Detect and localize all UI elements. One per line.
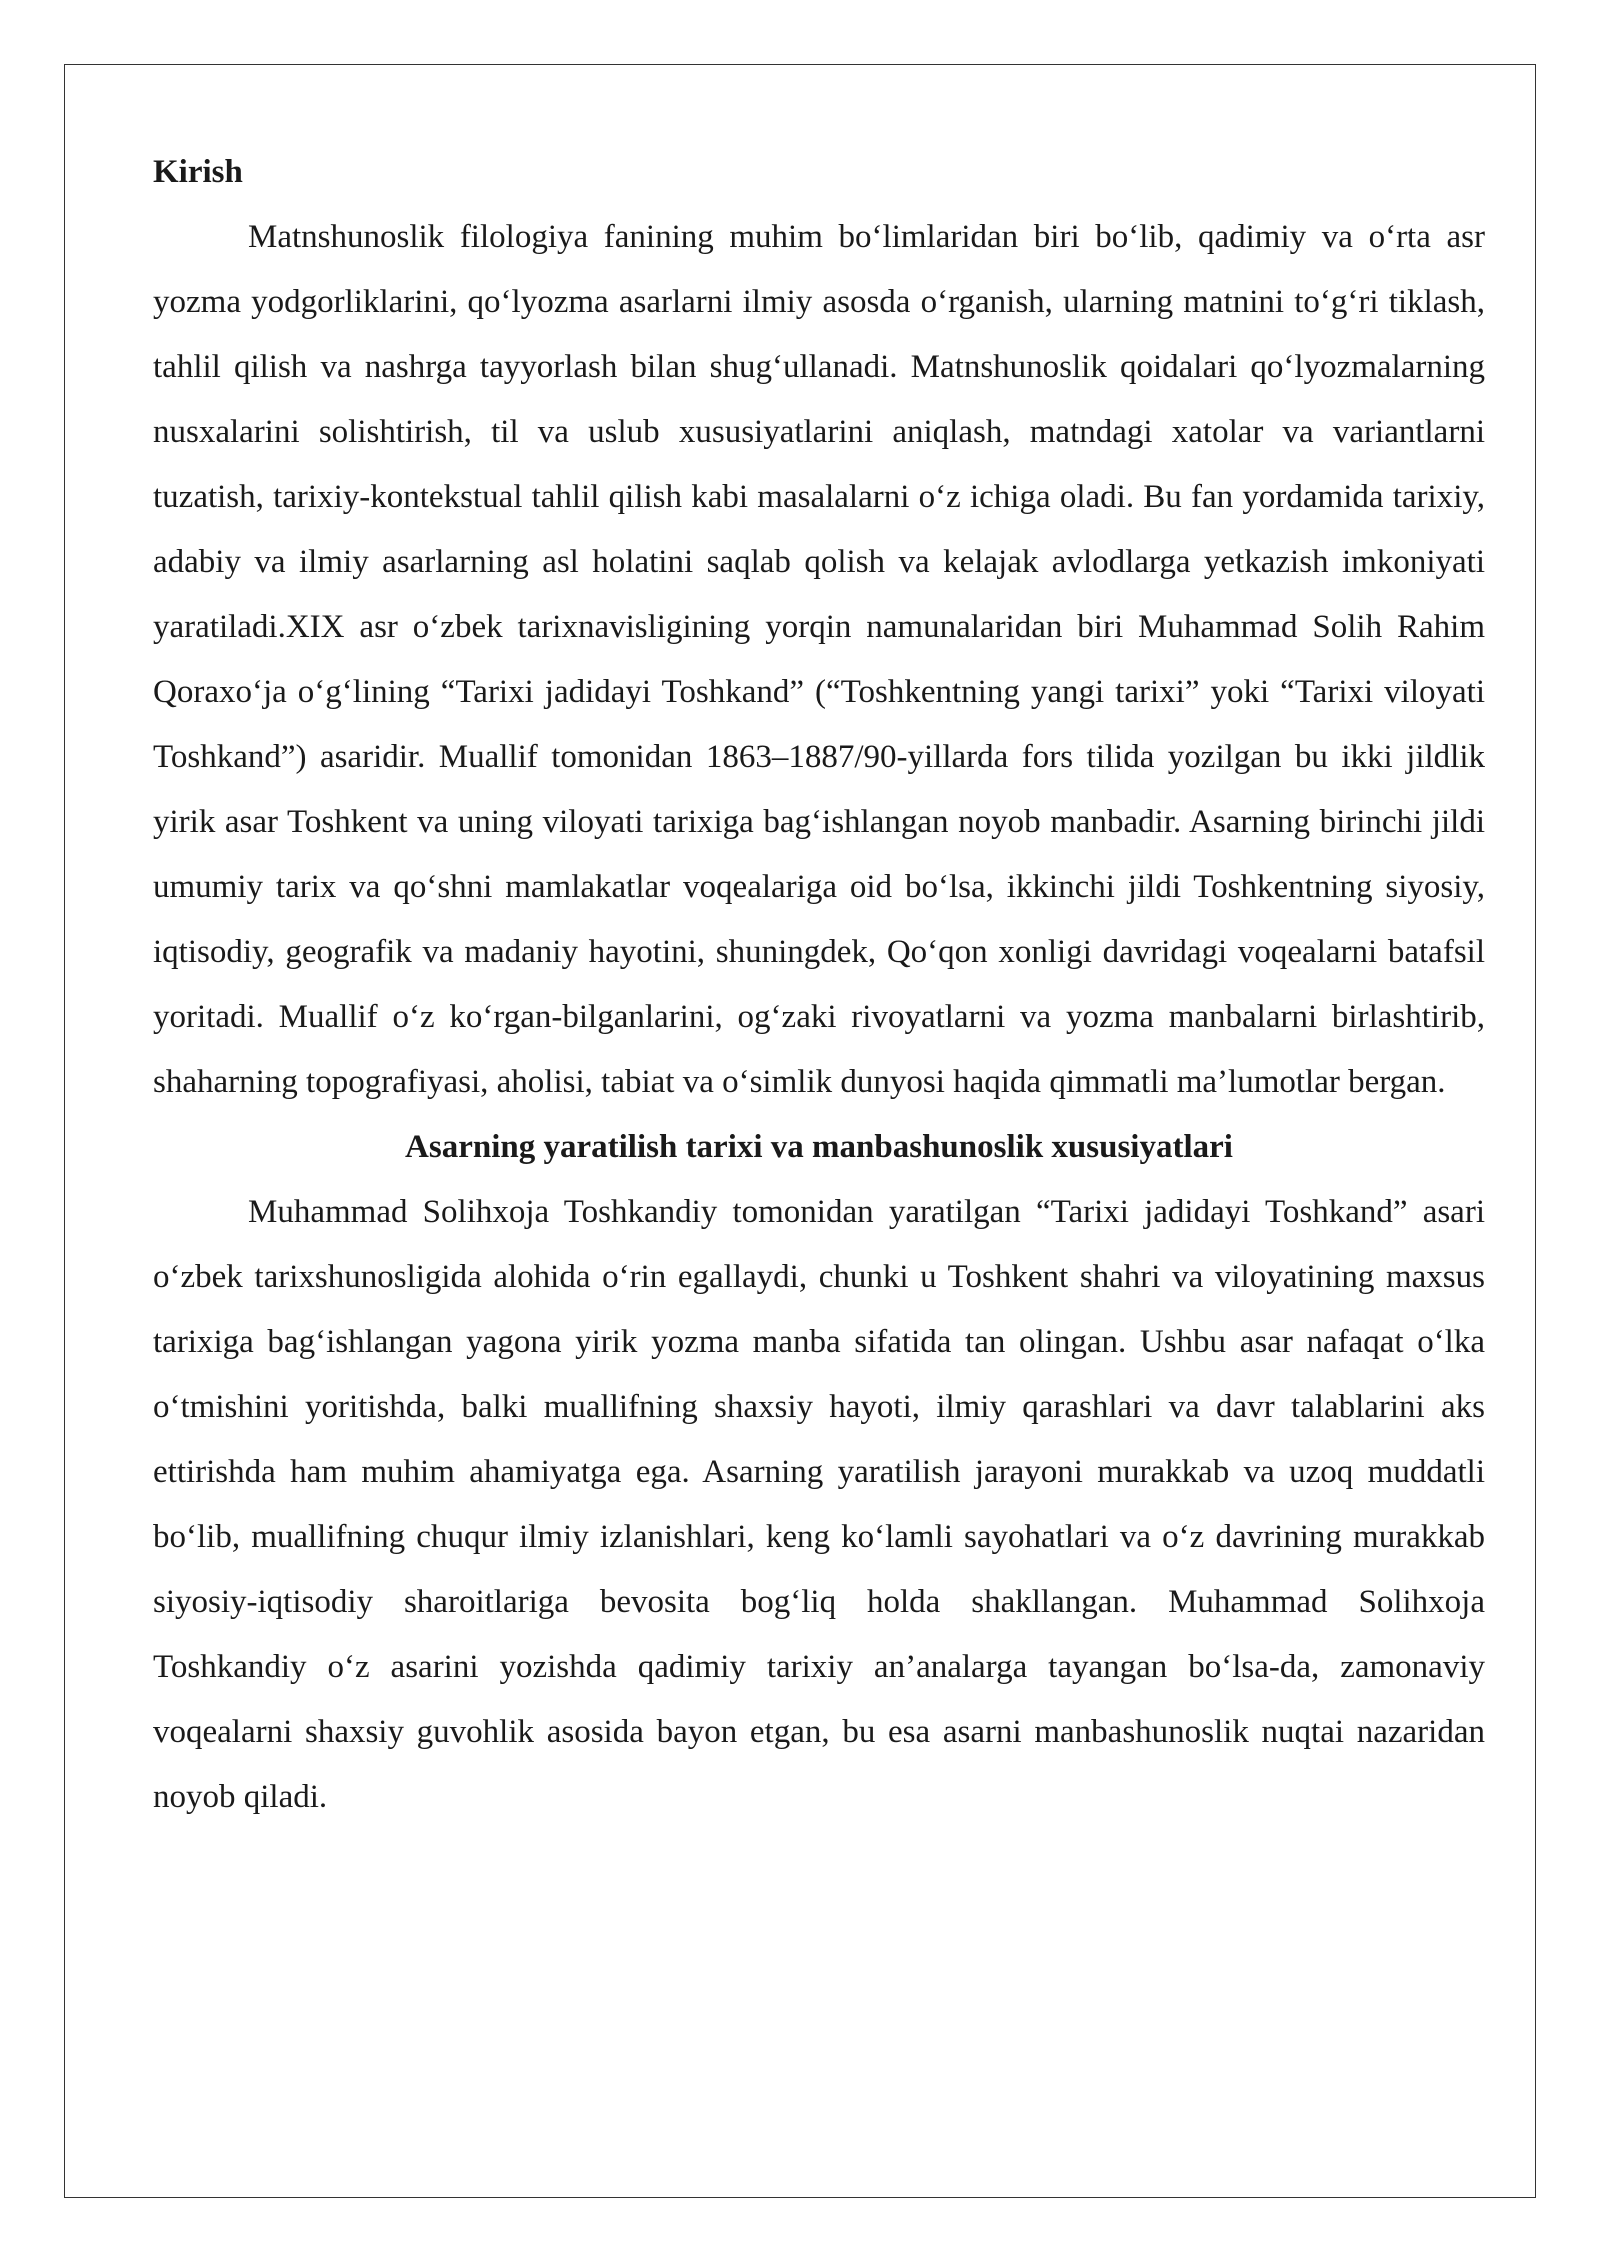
intro-paragraph: Matnshunoslik filologiya fanining muhim bo‘limlaridan biri bo‘lib, qadimiy va o‘rta asr yozma yodgorliklarini, qo‘lyozma asarlarni ilmiy asosda o‘rganish, ularning matnini to‘g‘ri tiklash, tahlil qilish va nashrga tayyorlash bilan shug‘ullanadi. Matnshunoslik qoidalari qo‘lyozmalarning nusxalarini solishtirish, til va uslub xususiyatlarini aniqlash, matndagi xatolar va variantlarni tuzatish, tarixiy-kontekstual tahlil qilish kabi masalalarni o‘z ichiga oladi. Bu fan yordamida tarixiy, adabiy va ilmiy asarlarning asl holatini saqlab qolish va kelajak avlodlarga yetkazish imkoniyati yaratiladi.XIX asr o‘zbek tarixnavisligining yorqin namunalaridan biri Muhammad Solih Rahim Qoraxo‘ja o‘g‘lining “Tarixi jadidayi Toshkand” (“Toshkentning yangi tarixi” yoki “Tarixi viloyati Toshkand”) asaridir. Muallif tomonidan 1863–1887/90-yillarda fors tilida yozilgan bu ikki jildlik yirik asar Toshkent va uning viloyati tarixiga bag‘ishlangan noyob manbadir. Asarning birinchi jildi umumiy tarix va qo‘shni mamlakatlar voqealariga oid bo‘lsa, ikkinchi jildi Toshkentning siyosiy, iqtisodiy, geografik va madaniy hayotini, shuningdek, Qo‘qon xonligi davridagi voqealarni batafsil yoritadi. Muallif o‘z ko‘rgan-bilganlarini, og‘zaki rivoyatlarni va yozma manbalarni birlashtirib, shaharning topografiyasi, aholisi, tabiat va o‘simlik dunyosi haqida qimmatli ma’lumotlar bergan. <box>153 219 1485 1100</box>
intro-heading: Kirish <box>153 154 243 190</box>
document-body <box>153 140 1485 1830</box>
section-paragraph: Muhammad Solihxoja Toshkandiy tomonidan yaratilgan “Tarixi jadidayi Toshkand” asari o‘zbek tarixshunosligida alohida o‘rin egallaydi, chunki u Toshkent shahri va viloyatining maxsus tarixiga bag‘ishlangan yagona yirik yozma manba sifatida tan olingan. Ushbu asar nafaqat o‘lka o‘tmishini yoritishda, balki muallifning shaxsiy hayoti, ilmiy qarashlari va davr talablarini aks ettirishda ham muhim ahamiyatga ega. Asarning yaratilish jarayoni murakkab va uzoq muddatli bo‘lib, muallifning chuqur ilmiy izlanishlari, keng ko‘lamli sayohatlari va o‘z davrining murakkab siyosiy-iqtisodiy sharoitlariga bevosita bog‘liq holda shakllangan. Muhammad Solihxoja Toshkandiy o‘z asarini yozishda qadimiy tarixiy an’analarga tayangan bo‘lsa-da, zamonaviy voqealarni shaxsiy guvohlik asosida bayon etgan, bu esa asarni manbashunoslik nuqtai nazaridan noyob qiladi. <box>153 1194 1485 1815</box>
section-heading: Asarning yaratilish tarixi va manbashunoslik xususiyatlari <box>405 1129 1233 1165</box>
